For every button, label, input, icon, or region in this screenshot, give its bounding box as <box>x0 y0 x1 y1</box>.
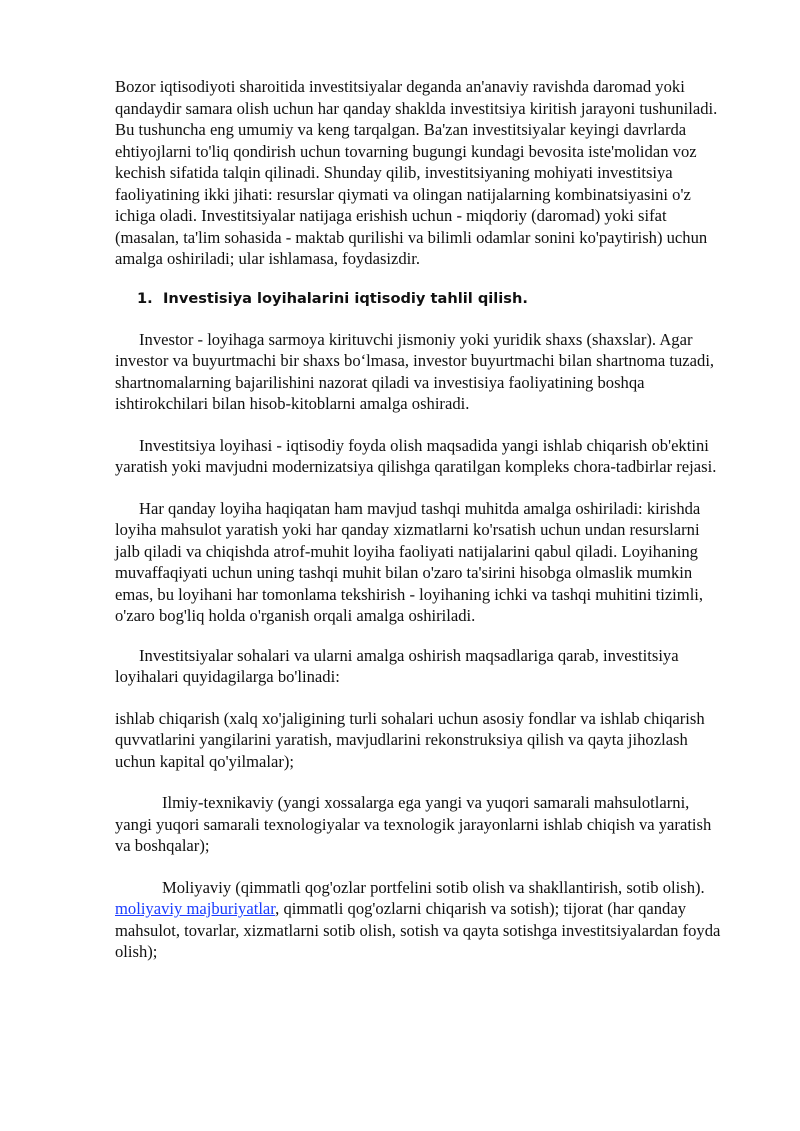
production-paragraph: ishlab chiqarish (xalq xo'jaligining turli sohalari uchun asosiy fondlar va ishlab chiqarish quvvatlarini yangilarini yaratish, mavjudlarini rekonstruksiya qilish va qayta jihozlash uchun kapital qo'yilmalar); <box>115 708 705 771</box>
investor-paragraph: Investor - loyihaga sarmoya kirituvchi jismoniy yoki yuridik shaxs (shaxslar). Agar investor va buyurtmachi bir shaxs boʻlmasa, investor buyurtmachi bilan shartnoma tuzadi, shartnomalarning bajarilishini nazorat qiladi va investisiya faoliyatining boshqa ishtirokchilari bilan hisob-kitoblarni amalga oshiradi. <box>115 329 715 413</box>
financial-obligations-link[interactable]: moliyaviy majburiyatlar <box>115 899 276 918</box>
environment-paragraph: Har qanday loyiha haqiqatan ham mavjud tashqi muhitda amalga oshiriladi: kirishda loyiha mahsulot yaratish yoki har qanday xizmatlarni ko'rsatish uchun undan resurslarni jalb qiladi va chiqishda atrof-muhit loyiha faoliyati natijalarini qabul qiladi. Loyihaning muvaffaqiyati uchun uning tashqi muhit bilan o'zaro ta'sirini hisobga olmaslik mumkin emas, bu loyihani har tomonlama tekshirish - loyihaning ichki va tashqi muhitini tizimli, o'zaro bog'liq holda o'rganish orqali amalga oshiriladi. <box>115 498 704 625</box>
intro-paragraph: Bozor iqtisodiyoti sharoitida investitsiyalar deganda an'anaviy ravishda daromad yoki qandaydir samara olish uchun har qanday shaklda investitsiya kiritish jarayoni tushuniladi. Bu tushuncha eng umumiy va keng tarqalgan. Ba'zan investitsiyalar keyingi davrlarda ehtiyojlarni to'liq qondirish uchun tovarning bugungi kundagi bevosita iste'molidan voz kechish sifatida talqin qilinadi. Shunday qilib, investitsiyaning mohiyati investitsiya faoliyatining ikki jihati: resurslar qiymati va olingan natijalarning kombinatsiyasini o'z ichiga oladi. Investitsiyalar natijaga erishish uchun - miqdoriy (daromad) yoki sifat (masalan, ta'lim sohasida - maktab qurilishi va bilimli odamlar sonini ko'paytirish) uchun amalga oshiriladi; ular ishlamasa, foydasizdir. <box>115 77 718 268</box>
section-number: 1. <box>137 289 153 307</box>
section-title: Investisiya loyihalarini iqtisodiy tahlil qilish. <box>163 289 528 307</box>
document-page <box>115 76 727 963</box>
scientific-paragraph: Ilmiy-texnikaviy (yangi xossalarga ega yangi va yuqori samarali mahsulotlarni, yangi yuqori samarali texnologiyalar va texnologik jarayonlarni ishlab chiqish va yaratish va boshqalar); <box>115 793 712 855</box>
financial-paragraph <box>115 877 727 963</box>
classification-paragraph: Investitsiyalar sohalari va ularni amalga oshirish maqsadlariga qarab, investitsiya loyihalari quyidagilarga bo'linadi: <box>115 645 679 686</box>
financial-text-start: Moliyaviy (qimmatli qog'ozlar portfelini sotib olish va shakllantirish, sotib olish). <box>162 877 705 897</box>
financial-text-end: , qimmatli qog'ozlarni chiqarish va sotish); tijorat (har qanday mahsulot, tovarlar, xizmatlarni sotib olish, sotish va qayta sotishga investitsiyalardan foyda olish); <box>115 899 721 961</box>
section-heading <box>115 288 727 309</box>
project-paragraph: Investitsiya loyihasi - iqtisodiy foyda olish maqsadida yangi ishlab chiqarish ob'ektini yaratish yoki mavjudni modernizatsiya qilishga qaratilgan kompleks chora-tadbirlar rejasi. <box>115 435 717 476</box>
